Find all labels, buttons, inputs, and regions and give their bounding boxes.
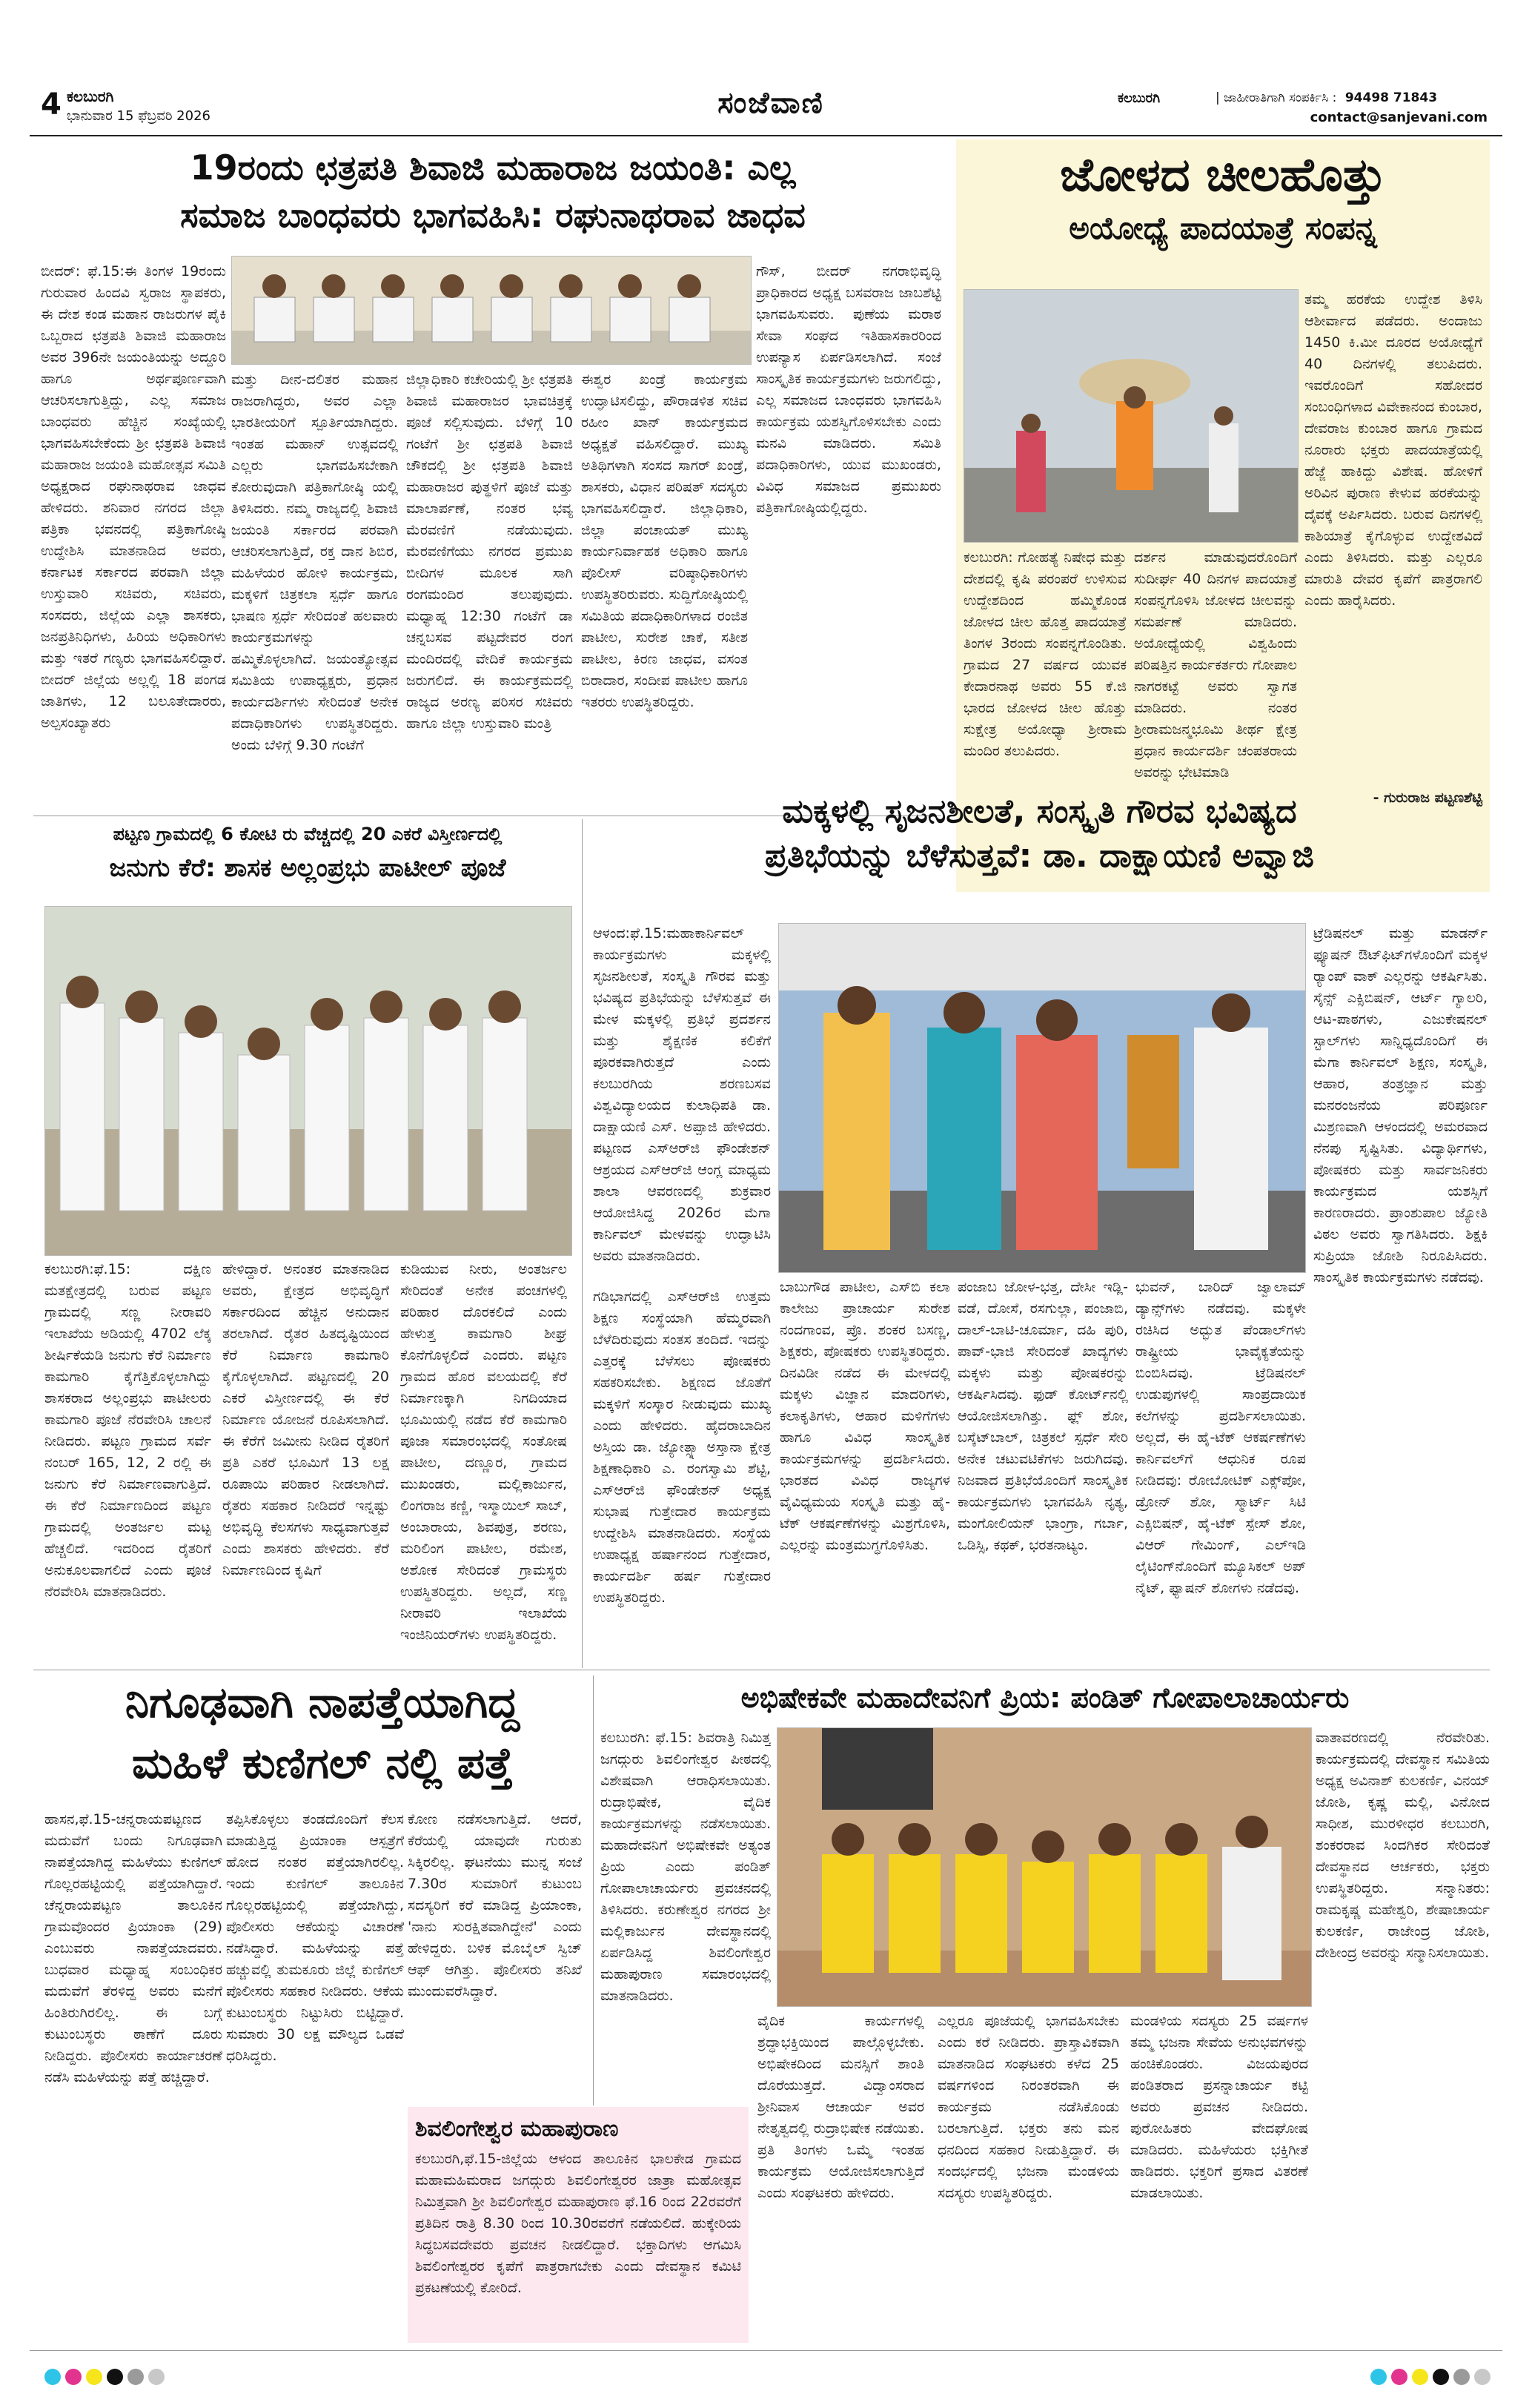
ad-phone: 94498 71843: [1344, 90, 1438, 105]
article2-headline-line2: ಅಯೋಧ್ಯೆ ಪಾದಯಾತ್ರೆ ಸಂಪನ್ನ: [1069, 210, 1377, 246]
article5-headline: [41, 1672, 604, 1793]
article1-col2: ಮತ್ತು ದೀನ-ದಲಿತರ ಮಹಾನ ರಾಜರಾಗಿದ್ದರು, ಅವರ ಎಲ್ಲಾ ಭಾರತೀಯರಿಗೆ ಸ್ಪೂರ್ತಿಯಾಗಿದ್ದರು. ಇಂತಹ ಮಹಾನ್ ಉತ್ಸವದಲ್ಲಿ ಎಲ್ಲರು ಭಾಗವಹಿಸಬೇಕಾಗಿ ಕೋರುವುದಾಗಿ ಪತ್ರಿಕಾಗೋಷ್ಠಿ ಯಲ್ಲಿ ತಿಳಿಸಿದರು. ನಮ್ಮ ರಾಜ್ಯದಲ್ಲಿ ಶಿವಾಜಿ ಜಯಂತಿ ಸರ್ಕಾರದ ಪರವಾಗಿ ಆಚರಿಸಲಾಗುತ್ತಿದೆ, ರಕ್ತ ದಾನ ಶಿಬಿರ, ಮಹಿಳೆಯರ ಹೋಳಿ ಕಾರ್ಯಕ್ರಮ, ಮಕ್ಕಳಿಗೆ ಚಿತ್ರಕಲಾ ಸ್ಪರ್ಧೆ ಹಾಗೂ ಭಾಷಣ ಸ್ಪರ್ಧೆ ಸೇರಿದಂತೆ ಹಲವಾರು ಕಾರ್ಯಕ್ರಮಗಳನ್ನು ಹಮ್ಮಿಕೊಳ್ಳಲಾಗಿದೆ. ಜಯಂತ್ಯೋತ್ಸವ ಸಮಿತಿಯ ಉಪಾಧ್ಯಕ್ಷರು, ಪ್ರಧಾನ ಕಾರ್ಯದರ್ಶಿಗಳು ಸೇರಿದಂತೆ ಅನೇಕ ಪದಾಧಿಕಾರಿಗಳು ಉಪಸ್ಥಿತರಿದ್ದರು. ಅಂದು ಬೆಳಿಗ್ಗೆ 9.30 ಗಂಟೆಗೆ: [231, 371, 398, 753]
article3-col1: ಕಲಬುರಗಿ:ಫೆ.15: ದಕ್ಷಿಣ ಮತಕ್ಷೇತ್ರದಲ್ಲಿ ಬರುವ ಪಟ್ಟಣ ಗ್ರಾಮದಲ್ಲಿ ಸಣ್ಣ ನೀರಾವರಿ ಇಲಾಖೆಯ ಅಡಿಯಲ್ಲಿ 4702 ಲೆಕ್ಕ ಶೀರ್ಷಿಕೆಯಡಿ ಜನುಗು ಕೆರೆ ನಿರ್ಮಾಣ ಕಾಮಗಾರಿ ಕೈಗೆತ್ತಿಕೊಳ್ಳಲಾಗಿದ್ದು ಶಾಸಕರಾದ ಅಲ್ಲಂಪ್ರಭು ಪಾಟೀಲರು ಕಾಮಗಾರಿ ಪೂಜೆ ನೆರವೇರಿಸಿ ಚಾಲನೆ ನೀಡಿದರು. ಪಟ್ಟಣ ಗ್ರಾಮದ ಸರ್ವೆ ನಂಬರ್ 165, 12, 2 ರಲ್ಲಿ ಈ ಜನುಗು ಕೆರೆ ನಿರ್ಮಾಣವಾಗುತ್ತಿದೆ. ಈ ಕೆರೆ ನಿರ್ಮಾಣದಿಂದ ಪಟ್ಟಣ ಗ್ರಾಮದಲ್ಲಿ ಅಂತರ್ಜಲ ಮಟ್ಟ ಹೆಚ್ಚಲಿದೆ. ಇದರಿಂದ ರೈತರಿಗೆ ಅನುಕೂಲವಾಗಲಿದೆ ಎಂದು ಪೂಜೆ ನೆರವೇರಿಸಿ ಮಾತನಾಡಿದರು.: [44, 1261, 211, 1600]
article4-headline: [589, 790, 1490, 879]
registration-dot: [1433, 2369, 1449, 2385]
article3-col3: ಕುಡಿಯುವ ನೀರು, ಅಂತರ್ಜಲ ಸೇರಿದಂತೆ ಅನೇಕ ಪಂಚಗಳಲ್ಲಿ ಪರಿಹಾರ ದೊರಕಲಿದೆ ಎಂದು ಹೇಳುತ್ತ ಕಾಮಗಾರಿ ಶೀಘ್ರ ಕೊನೆಗೊಳ್ಳಲಿದೆ ಎಂದರು. ಪಟ್ಟಣ ಗ್ರಾಮದ ಹೊರ ವಲಯದಲ್ಲಿ ಕೆರೆ ನಿರ್ಮಾಣಕ್ಕಾಗಿ ನಿಗದಿಯಾದ ಭೂಮಿಯಲ್ಲಿ ನಡೆದ ಕೆರೆ ಕಾಮಗಾರಿ ಪೂಜಾ ಸಮಾರಂಭದಲ್ಲಿ ಸಂತೋಷ ಪಾಟೀಲ, ದಣ್ಣೂರ, ಗ್ರಾಮದ ಮುಖಂಡರು, ಮಲ್ಲಿಕಾರ್ಜುನ, ಲಿಂಗರಾಜ ಕಣ್ಣಿ, ಇಸ್ಮಾಯಿಲ್ ಸಾಬ್, ಅಂಬಾರಾಯ, ಶಿವಪುತ್ರ, ಶರಣು, ಮರಿಲಿಂಗ ಪಾಟೀಲ, ರಮೇಶ, ಅಶೋಕ ಸೇರಿದಂತೆ ಗ್ರಾಮಸ್ಥರು ಉಪಸ್ಥಿತರಿದ್ದರು. ಅಲ್ಲದೆ, ಸಣ್ಣ ನೀರಾವರಿ ಇಲಾಖೆಯ ಇಂಜಿನಿಯರ್‌ಗಳು ಉಪಸ್ಥಿತರಿದ್ದರು.: [400, 1261, 567, 1643]
article1-headline-line2: ಸಮಾಜ ಬಾಂಧವರು ಭಾಗವಹಿಸಿ: ರಘುನಾಥರಾವ ಜಾಧವ: [180, 195, 806, 235]
masthead-brand: [652, 86, 889, 130]
article5-col3: ಕೋಣ ನಡೆಸಲಾಗುತ್ತಿದೆ. ಆದರೆ, ಕೆರೆಯಲ್ಲಿ ಯಾವುದೇ ಗುರುತು ಸಿಕ್ಕಿರಲಿಲ್ಲ. ಘಟನೆಯು ಮುನ್ನ ಸಂಜೆ 7.30ರ ಸುಮಾರಿಗೆ ಕುಟುಂಬ ಸದಸ್ಯರಿಗೆ ಕರೆ ಮಾಡಿದ್ದ ಪ್ರಿಯಾಂಕಾ, 'ನಾನು ಸುರಕ್ಷಿತವಾಗಿದ್ದೇನೆ' ಎಂದು ಹೇಳಿದ್ದರು. ಬಳಿಕ ಮೊಬೈಲ್ ಸ್ವಿಚ್ ಆಫ್ ಆಗಿತ್ತು. ಪೊಲೀಸರು ತನಿಖೆ ಮುಂದುವರೆಸಿದ್ದಾರೆ.: [408, 1811, 582, 2000]
registration-dot: [86, 2369, 102, 2385]
article2-photo: [964, 289, 1299, 543]
masthead-date: ಭಾನುವಾರ 15 ಫೆಬ್ರವರಿ 2026: [67, 108, 210, 124]
registration-dot: [107, 2369, 123, 2385]
registration-dot: [1474, 2369, 1490, 2385]
article5-headline-line1: ನಿಗೂಢವಾಗಿ ನಾಪತ್ತೆಯಾಗಿದ್ದ: [125, 1677, 520, 1727]
masthead-right-city: ಕಲಬುರಗಿ: [1118, 90, 1161, 106]
registration-dot: [127, 2369, 144, 2385]
brand-logo-text: ಸಂಜೆವಾಣಿ: [717, 86, 824, 120]
article6-col4: ಮಂಡಳಿಯ ಸದಸ್ಯರು 25 ವರ್ಷಗಳ ತಮ್ಮ ಭಜನಾ ಸೇವೆಯ ಅನುಭವಗಳನ್ನು ಹಂಚಿಕೊಂಡರು. ವಿಜಯಪುರದ ಪಂಡಿತರಾದ ಪ್ರಸನ್ನಾಚಾರ್ಯ ಕಟ್ಟಿ ಅವರು ಪ್ರವಚನ ನೀಡಿದರು. ಪುರೋಹಿತರು ವೇದಘೋಷ ಮಾಡಿದರು. ಮಹಿಳೆಯರು ಭಕ್ತಿಗೀತೆ ಹಾಡಿದರು. ಭಕ್ತರಿಗೆ ಪ್ರಸಾದ ವಿತರಣೆ ಮಾಡಲಾಯಿತು.: [1130, 2013, 1308, 2201]
article5-col1: ಹಾಸನ,ಫೆ.15-ಚನ್ನರಾಯಪಟ್ಟಣದ ಮದುವೆಗೆ ಬಂದು ನಿಗೂಢವಾಗಿ ನಾಪತ್ತೆಯಾಗಿದ್ದ ಮಹಿಳೆಯು ಕುಣಿಗಲ್ ಗೊಲ್ಲರಹಟ್ಟಿಯಲ್ಲಿ ಪತ್ತೆಯಾಗಿದ್ದಾರೆ. ಚೆನ್ನರಾಯಪಟ್ಟಣ ತಾಲೂಕಿನ ಗ್ರಾಮವೊಂದರ ಪ್ರಿಯಾಂಕಾ (29) ಎಂಬುವರು ನಾಪತ್ತೆಯಾದವರು. ಬುಧವಾರ ಮಧ್ಯಾಹ್ನ ಸಂಬಂಧಿಕರ ಮದುವೆಗೆ ತೆರಳಿದ್ದ ಅವರು ಮನೆಗೆ ಹಿಂತಿರುಗಿರಲಿಲ್ಲ. ಈ ಬಗ್ಗೆ ಕುಟುಂಬಸ್ಥರು ಠಾಣೆಗೆ ದೂರು ನೀಡಿದ್ದರು. ಪೊಲೀಸರು ಕಾರ್ಯಾಚರಣೆ ನಡೆಸಿ ಮಹಿಳೆಯನ್ನು ಪತ್ತೆ ಹಚ್ಚಿದ್ದಾರೆ.: [44, 1811, 222, 2086]
article2-headline-line1: ಜೋಳದ ಚೀಲಹೊತ್ತು: [1060, 148, 1386, 202]
article4-col5: ಟ್ರೆಡಿಷನಲ್ ಮತ್ತು ಮಾಡರ್ನ್ ಫ್ಯೂಷನ್ ಔಟ್‌ಫಿಟ್‌ಗಳೊಂದಿಗೆ ಮಕ್ಕಳ ರ‍್ಯಾಂಪ್ ವಾಕ್ ಎಲ್ಲರನ್ನು ಆಕರ್ಷಿಸಿತು. ಸೈನ್ಸ್ ಎಕ್ಸಿಬಿಷನ್, ಆರ್ಟ್ ಗ್ಯಾಲರಿ, ಆಟ-ಪಾಠಗಳು, ಎಜುಕೇಷನಲ್ ಸ್ಟಾಲ್‌ಗಳು ಸಾನ್ನಿಧ್ಯದೊಂದಿಗೆ ಈ ಮೆಗಾ ಕಾರ್ನಿವಲ್ ಶಿಕ್ಷಣ, ಸಂಸ್ಕೃತಿ, ಆಹಾರ, ತಂತ್ರಜ್ಞಾನ ಮತ್ತು ಮನರಂಜನೆಯ ಪರಿಪೂರ್ಣ ಮಿಶ್ರಣವಾಗಿ ಆಳಂದದಲ್ಲಿ ಅಮರವಾದ ನೆನಪು ಸೃಷ್ಟಿಸಿತು. ವಿದ್ಯಾರ್ಥಿಗಳು, ಪೋಷಕರು ಮತ್ತು ಸಾರ್ವಜನಿಕರು ಕಾರ್ಯಕ್ರಮದ ಯಶಸ್ಸಿಗೆ ಕಾರಣರಾದರು. ಪ್ರಾಂಶುಪಾಲ ಜ್ಯೋತಿ ವಿಠಲ ಅವರು ಸ್ವಾಗತಿಸಿದರು. ಶಿಕ್ಷಕಿ ಸುಪ್ರಿಯಾ ಜೋಶಿ ನಿರೂಪಿಸಿದರು. ಸಾಂಸ್ಕೃತಿಕ ಕಾರ್ಯಕ್ರಮಗಳು ನಡೆದವು.: [1313, 925, 1488, 1286]
article4-col1: ಗಡಿಭಾಗದಲ್ಲಿ ಎಸ್‌ಆರ್‌ಜಿ ಉತ್ತಮ ಶಿಕ್ಷಣ ಸಂಸ್ಥೆಯಾಗಿ ಹೆಮ್ಮರವಾಗಿ ಬೆಳೆದಿರುವುದು ಸಂತಸ ತಂದಿದೆ. ಇದನ್ನು ಎತ್ತರಕ್ಕೆ ಬೆಳೆಸಲು ಪೋಷಕರು ಸಹಕರಿಸಬೇಕು. ಶಿಕ್ಷಣದ ಜೊತೆಗೆ ಮಕ್ಕಳಿಗೆ ಸಂಸ್ಕಾರ ನೀಡುವುದು ಮುಖ್ಯ ಎಂದು ಹೇಳಿದರು. ಹೈದರಾಬಾದಿನ ಅಸ್ತಿಯ ಡಾ. ಜ್ಯೋತ್ಸ್ನಾ ಅಸ್ತಾನಾ ಕ್ಷೇತ್ರ ಶಿಕ್ಷಣಾಧಿಕಾರಿ ಎ. ರಂಗಸ್ವಾಮಿ ಶೆಟ್ಟಿ, ಎಸ್‌ಆರ್‌ಜಿ ಫೌಂಡೇಶನ್ ಅಧ್ಯಕ್ಷ ಸುಭಾಷ ಗುತ್ತೇದಾರ ಕಾರ್ಯಕ್ರಮ ಉದ್ದೇಶಿಸಿ ಮಾತನಾಡಿದರು. ಸಂಸ್ಥೆಯ ಉಪಾಧ್ಯಕ್ಷ ಹರ್ಷಾನಂದ ಗುತ್ತೇದಾರ, ಕಾರ್ಯದರ್ಶಿ ಹರ್ಷ ಗುತ್ತೇದಾರ ಉಪಸ್ಥಿತರಿದ್ದರು.: [593, 1289, 771, 1606]
article3-col2: ಹೇಳಿದ್ದಾರೆ. ಅನಂತರ ಮಾತನಾಡಿದ ಅವರು, ಕ್ಷೇತ್ರದ ಅಭಿವೃದ್ಧಿಗೆ ಸರ್ಕಾರದಿಂದ ಹೆಚ್ಚಿನ ಅನುದಾನ ತರಲಾಗಿದೆ. ರೈತರ ಹಿತದೃಷ್ಟಿಯಿಂದ ಕೆರೆ ನಿರ್ಮಾಣ ಕಾಮಗಾರಿ ಕೈಗೊಳ್ಳಲಾಗಿದೆ. ಪಟ್ಟಣದಲ್ಲಿ 20 ಎಕರೆ ವಿಸ್ತೀರ್ಣದಲ್ಲಿ ಈ ಕೆರೆ ನಿರ್ಮಾಣ ಯೋಜನೆ ರೂಪಿಸಲಾಗಿದೆ. ಈ ಕೆರೆಗೆ ಜಮೀನು ನೀಡಿದ ರೈತರಿಗೆ ಪ್ರತಿ ಎಕರೆ ಭೂಮಿಗೆ 13 ಲಕ್ಷ ರೂಪಾಯಿ ಪರಿಹಾರ ನೀಡಲಾಗಿದೆ. ರೈತರು ಸಹಕಾರ ನೀಡಿದರೆ ಇನ್ನಷ್ಟು ಅಭಿವೃದ್ಧಿ ಕೆಲಸಗಳು ಸಾಧ್ಯವಾಗುತ್ತವೆ ಎಂದು ಶಾಸಕರು ಹೇಳಿದರು. ಕೆರೆ ನಿರ್ಮಾಣದಿಂದ ಕೃಷಿಗೆ: [222, 1261, 389, 1578]
registration-marks-left: [44, 2369, 169, 2388]
carnival-inauguration-image: [779, 924, 1305, 1272]
column-divider-2: [593, 1676, 594, 2106]
felicitation-image: [777, 1728, 1311, 2006]
masthead-rule: [30, 135, 1502, 136]
article3-headline: [41, 819, 574, 887]
article4-col4: ಭುವನ್, ಬಾರಿದ್ ಜ್ವಾಲಾಮ್ ಡ್ಯಾನ್ಸ್‌ಗಳು ನಡೆದವು. ಮಕ್ಕಳೇ ರಚಿಸಿದ ಅದ್ಭುತ ಪೆಂಡಾಲ್‌ಗಳು ರಾಷ್ಟ್ರೀಯ ಭಾವೈಕ್ಯತೆಯನ್ನು ಬಿಂಬಿಸಿದವು. ಟ್ರೆಡಿಷನಲ್ ಉಡುಪುಗಳಲ್ಲಿ ಸಾಂಪ್ರದಾಯಿಕ ಕಲೆಗಳನ್ನು ಪ್ರದರ್ಶಿಸಲಾಯಿತು. ಅಲ್ಲದೆ, ಈ ಹೈ-ಟೆಕ್ ಆಕರ್ಷಣೆಗಳು ಕಾರ್ನಿವಲ್‌ಗೆ ಆಧುನಿಕ ರೂಪ ನೀಡಿದವು: ರೋಬೋಟಿಕ್ ಎಕ್ಸ್‌ಪೋ, ಡ್ರೋನ್ ಶೋ, ಸ್ಮಾರ್ಟ್ ಸಿಟಿ ಎಕ್ಸಿಬಿಷನ್, ಹೈ-ಟೆಕ್ ಸ್ಪೇಸ್ ಶೋ, ವಿಆರ್ ಗೇಮಿಂಗ್, ಎಲ್‌ಇಡಿ ಲೈಟಿಂಗ್‌ನೊಂದಿಗೆ ಮ್ಯೂಸಿಕಲ್ ಅಪ್ ನೈಟ್, ಫ್ಯಾಷನ್ ಶೋಗಳು ನಡೆದವು.: [1135, 1279, 1306, 1596]
article1-photo: [231, 256, 752, 365]
registration-dot: [1412, 2369, 1428, 2385]
article6-col1: ಕಲಬುರಗಿ: ಫೆ.15: ಶಿವರಾತ್ರಿ ನಿಮಿತ್ತ ಜಗದ್ಗುರು ಶಿವಲಿಂಗೇಶ್ವರ ಪೀಠದಲ್ಲಿ ವಿಶೇಷವಾಗಿ ಆರಾಧಿಸಲಾಯಿತು. ರುದ್ರಾಭಿಷೇಕ, ವೈದಿಕ ಕಾರ್ಯಕ್ರಮಗಳನ್ನು ನಡೆಸಲಾಯಿತು. ಮಹಾದೇವನಿಗೆ ಅಭಿಷೇಕವೇ ಅತ್ಯಂತ ಪ್ರಿಯ ಎಂದು ಪಂಡಿತ್ ಗೋಪಾಲಾಚಾರ್ಯರು ಪ್ರವಚನದಲ್ಲಿ ತಿಳಿಸಿದರು. ಕರುಣೇಶ್ವರ ನಗರದ ಶ್ರೀ ಮಲ್ಲಿಕಾರ್ಜುನ ದೇವಸ್ಥಾನದಲ್ಲಿ ಏರ್ಪಡಿಸಿದ್ದ ಶಿವಲಿಂಗೇಶ್ವರ ಮಹಾಪುರಾಣ ಸಮಾರಂಭದಲ್ಲಿ ಮಾತನಾಡಿದರು.: [600, 1730, 771, 2004]
article1-col4: ಈಶ್ವರ ಖಂಡ್ರೆ ಕಾರ್ಯಕ್ರಮ ಉದ್ಘಾಟಿಸಲಿದ್ದು, ಪೌರಾಡಳಿತ ಸಚಿವ ರಹೀಂ ಖಾನ್ ಕಾರ್ಯಕ್ರಮದ ಅಧ್ಯಕ್ಷತೆ ವಹಿಸಲಿದ್ದಾರೆ. ಮುಖ್ಯ ಅತಿಥಿಗಳಾಗಿ ಸಂಸದ ಸಾಗರ್ ಖಂಡ್ರೆ, ಶಾಸಕರು, ವಿಧಾನ ಪರಿಷತ್ ಸದಸ್ಯರು ಭಾಗವಹಿಸಲಿದ್ದಾರೆ. ಜಿಲ್ಲಾಧಿಕಾರಿ, ಜಿಲ್ಲಾ ಪಂಚಾಯತ್ ಮುಖ್ಯ ಕಾರ್ಯನಿರ್ವಾಹಕ ಅಧಿಕಾರಿ ಹಾಗೂ ಪೊಲೀಸ್ ವರಿಷ್ಠಾಧಿಕಾರಿಗಳು ಉಪಸ್ಥಿತರಿರುವರು. ಸುದ್ದಿಗೋಷ್ಠಿಯಲ್ಲಿ ಸಮಿತಿಯ ಪದಾಧಿಕಾರಿಗಳಾದ ರಂಜಿತ ಪಾಟೀಲ, ಸುರೇಶ ಚಾಕೆ, ಸತೀಶ ಪಾಟೀಲ, ಕಿರಣ ಜಾಧವ, ವಸಂತ ಬಿರಾದಾರ, ಸಂದೀಪ ಪಾಟೀಲ ಹಾಗೂ ಇತರರು ಉಪಸ್ಥಿತರಿದ್ದರು.: [581, 371, 748, 710]
mahapurana-text: ಕಲಬುರಗಿ,ಫೆ.15-ಜಿಲ್ಲೆಯ ಆಳಂದ ತಾಲೂಕಿನ ಭಾಲಕೇಡ ಗ್ರಾಮದ ಮಹಾಮಹಿಮರಾದ ಜಗದ್ಗುರು ಶಿವಲಿಂಗೇಶ್ವರರ ಜಾತ್ರಾ ಮಹೋತ್ಸವ ನಿಮಿತ್ತವಾಗಿ ಶ್ರೀ ಶಿವಲಿಂಗೇಶ್ವರ ಮಹಾಪುರಾಣ ಫೆ.16 ರಿಂದ 22ರವರೆಗೆ ಪ್ರತಿದಿನ ರಾತ್ರಿ 8.30 ರಿಂದ 10.30ರವರೆಗೆ ನಡೆಯಲಿದೆ. ಹುಕ್ಕೇರಿಯ ಸಿದ್ಧಬಸವದೇವರು ಪ್ರವಚನ ನೀಡಲಿದ್ದಾರೆ. ಭಕ್ತಾದಿಗಳು ಆಗಮಿಸಿ ಶಿವಲಿಂಗೇಶ್ವರರ ಕೃಪೆಗೆ ಪಾತ್ರರಾಗಬೇಕು ಎಂದು ದೇವಸ್ಥಾನ ಕಮಿಟಿ ಪ್ರಕಟಣೆಯಲ್ಲಿ ಕೋರಿದೆ.: [415, 2151, 741, 2296]
article1-headline: [41, 144, 945, 239]
article6-col2: ವೈದಿಕ ಕಾರ್ಯಗಳಲ್ಲಿ ಶ್ರದ್ಧಾಭಕ್ತಿಯಿಂದ ಪಾಲ್ಗೊಳ್ಳಬೇಕು. ಅಭಿಷೇಕದಿಂದ ಮನಸ್ಸಿಗೆ ಶಾಂತಿ ದೊರೆಯುತ್ತದೆ. ವಿದ್ವಾಂಸರಾದ ಶ್ರೀನಿವಾಸ ಆಚಾರ್ಯ ಅವರ ನೇತೃತ್ವದಲ್ಲಿ ರುದ್ರಾಭಿಷೇಕ ನಡೆಯಿತು. ಪ್ರತಿ ತಿಂಗಳು ಒಮ್ಮೆ ಇಂತಹ ಕಾರ್ಯಕ್ರಮ ಆಯೋಜಿಸಲಾಗುತ್ತಿದೆ ಎಂದು ಸಂಘಟಕರು ಹೇಳಿದರು.: [757, 2013, 924, 2201]
registration-dot: [65, 2369, 82, 2385]
article2-col-right: ತಮ್ಮ ಹರಕೆಯ ಉದ್ದೇಶ ತಿಳಿಸಿ ಆಶೀರ್ವಾದ ಪಡೆದರು. ಅಂದಾಜು 1450 ಕಿ.ಮೀ ದೂರದ ಅಯೋಧ್ಯೆಗೆ 40 ದಿನಗಳಲ್ಲಿ ತಲುಪಿದರು. ಇವರೊಂದಿಗೆ ಸಹೋದರ ಸಂಬಂಧಿಗಳಾದ ವಿವೇಕಾನಂದ ಕುಂಬಾರ, ದೇವರಾಜ ಕುಂಬಾರ ಹಾಗೂ ಗ್ರಾಮದ ನೂರಾರು ಭಕ್ತರು ಪಾದಯಾತ್ರೆಯಲ್ಲಿ ಹೆಜ್ಜೆ ಹಾಕಿದ್ದು ವಿಶೇಷ. ಹೋಳಿಗೆ ಅರಿವಿನ ಪುರಾಣ ಕೇಳುವ ಹರಕೆಯನ್ನು ದೈವಕ್ಕೆ ಅರ್ಪಿಸಿದರು. ಬರುವ ದಿನಗಳಲ್ಲಿ ಕಾಶಿಯಾತ್ರೆ ಕೈಗೊಳ್ಳುವ ಉದ್ದೇಶವಿದೆ ಎಂದು ತಿಳಿಸಿದರು. ಮತ್ತು ಎಲ್ಲರೂ ಮಾರುತಿ ದೇವರ ಕೃಪೆಗೆ ಪಾತ್ರರಾಗಲಿ ಎಂದು ಹಾರೈಸಿದರು.: [1304, 291, 1482, 609]
article2-col-left: ಕಲಬುರಗಿ: ಗೋಹತ್ಯೆ ನಿಷೇಧ ಮತ್ತು ದೇಶದಲ್ಲಿ ಕೃಷಿ ಪರಂಪರೆ ಉಳಿಸುವ ಉದ್ದೇಶದಿಂದ ಹಮ್ಮಿಕೊಂಡ ಜೋಳದ ಚೀಲ ಹೊತ್ತ ಪಾದಯಾತ್ರೆ ತಿಂಗಳ 3ರಂದು ಸಂಪನ್ನಗೊಂಡಿತು. ಗ್ರಾಮದ 27 ವರ್ಷದ ಯುವಕ ಕೇದಾರನಾಥ ಅವರು 55 ಕೆ.ಜಿ ಭಾರದ ಜೋಳದ ಚೀಲ ಹೊತ್ತು ಸುಕ್ಷೇತ್ರ ಅಯೋಧ್ಯಾ ಶ್ರೀರಾಮ ಮಂದಿರ ತಲುಪಿದರು.: [964, 549, 1127, 759]
article4-headline-line1: ಮಕ್ಕಳಲ್ಲಿ ಸೃಜನಶೀಲತೆ, ಸಂಸ್ಕೃತಿ ಗೌರವ ಭವಿಷ್ಯದ: [782, 793, 1297, 830]
article5-headline-line2: ಮಹಿಳೆ ಕುಣಿಗಲ್ ನಲ್ಲಿ ಪತ್ತೆ: [131, 1738, 514, 1788]
registration-marks-right: [1370, 2369, 1495, 2388]
article1-col3: ಜಿಲ್ಲಾಧಿಕಾರಿ ಕಚೇರಿಯಲ್ಲಿ ಶ್ರೀ ಛತ್ರಪತಿ ಶಿವಾಜಿ ಮಹಾರಾಜರ ಭಾವಚಿತ್ರಕ್ಕೆ ಪೂಜೆ ಸಲ್ಲಿಸುವುದು. ಬೆಳಿಗ್ಗೆ 10 ಗಂಟೆಗೆ ಶ್ರೀ ಛತ್ರಪತಿ ಶಿವಾಜಿ ಚೌಕದಲ್ಲಿ ಶ್ರೀ ಛತ್ರಪತಿ ಶಿವಾಜಿ ಮಹಾರಾಜರ ಪುತ್ಥಳಿಗೆ ಪೂಜೆ ಮತ್ತು ಮಾಲಾರ್ಪಣೆ, ನಂತರ ಭವ್ಯ ಮೆರವಣಿಗೆ ನಡೆಯುವುದು. ಮೆರವಣಿಗೆಯು ನಗರದ ಪ್ರಮುಖ ಬೀದಿಗಳ ಮೂಲಕ ಸಾಗಿ ರಂಗಮಂದಿರ ತಲುಪುವುದು. ಮಧ್ಯಾಹ್ನ 12:30 ಗಂಟೆಗೆ ಡಾ ಚನ್ನಬಸವ ಪಟ್ಟದೇವರ ರಂಗ ಮಂದಿರದಲ್ಲಿ ವೇದಿಕೆ ಕಾರ್ಯಕ್ರಮ ಜರುಗಲಿದೆ. ಈ ಕಾರ್ಯಕ್ರಮದಲ್ಲಿ ರಾಜ್ಯದ ಅರಣ್ಯ ಪರಿಸರ ಸಚಿವರು ಹಾಗೂ ಜಿಲ್ಲಾ ಉಸ್ತುವಾರಿ ಮಂತ್ರಿ: [406, 371, 573, 732]
press-meet-image: [232, 257, 751, 364]
registration-dot: [1453, 2369, 1470, 2385]
article6-col5: ವಾತಾವರಣದಲ್ಲಿ ನೆರವೇರಿತು. ಕಾರ್ಯಕ್ರಮದಲ್ಲಿ ದೇವಸ್ಥಾನ ಸಮಿತಿಯ ಅಧ್ಯಕ್ಷ ಅವಿನಾಶ್ ಕುಲಕರ್ಣಿ, ವಿನಯ್ ಜೋಶಿ, ಕೃಷ್ಣ ಮಲ್ಲಿ, ವಿನೋದ ಸಾಧೀಶ, ಮುರಳೀಧರ ಕಲಬುರಗಿ, ಶಂಕರರಾವ ಸಿಂದಗಿಕರ ಸೇರಿದಂತೆ ದೇವಸ್ಥಾನದ ಆರ್ಚಕರು, ಭಕ್ತರು ಉಪಸ್ಥಿತರಿದ್ದರು. ಸನ್ಮಾನಿತರು: ರಾಮಕೃಷ್ಣ ಮಹೇಶ್ವರಿ, ಶೇಷಾಚಾರ್ಯ ಕುಲಕರ್ಣಿ, ರಾಜೇಂದ್ರ ಜೋಶಿ, ದೇಶೀಂದ್ರ ಅವರನ್ನು ಸನ್ಮಾನಿಸಲಾಯಿತು.: [1316, 1730, 1490, 1961]
article3-photo: [44, 906, 572, 1256]
registration-dot: [1370, 2369, 1387, 2385]
ad-label: | ಜಾಹೀರಾತಿಗಾಗಿ ಸಂಪರ್ಕಿಸಿ :: [1216, 90, 1337, 105]
padayatra-image: [964, 290, 1298, 542]
registration-dot: [148, 2369, 165, 2385]
article2-byline: - ಗುರುರಾಜ ಪಟ್ಟಣಶೆಟ್ಟಿ: [1373, 790, 1482, 806]
lake-puja-image: [45, 907, 571, 1255]
article6-headline: ಅಭಿಷೇಕವೇ ಮಹಾದೇವನಿಗೆ ಪ್ರಿಯ: ಪಂಡಿತ್ ಗೋಪಾಲಾಚಾರ್ಯರು: [740, 1681, 1350, 1714]
article3-headline-line1: ಪಟ್ಟಣ ಗ್ರಾಮದಲ್ಲಿ 6 ಕೋಟಿ ರು ವೆಚ್ಚದಲ್ಲಿ 20 ಎಕರೆ ವಿಸ್ತೀರ್ಣದಲ್ಲಿ: [113, 824, 503, 844]
article1-headline-line1: 19ರಂದು ಛತ್ರಪತಿ ಶಿವಾಜಿ ಮಹಾರಾಜ ಜಯಂತಿ: ಎಲ್ಲ: [190, 148, 796, 188]
article5-col2: ತಪ್ಪಿಸಿಕೊಳ್ಳಲು ತಂಡದೊಂದಿಗೆ ಕೆಲಸ ಮಾಡುತ್ತಿದ್ದ ಪ್ರಿಯಾಂಕಾ ಆಸ್ಪತ್ರೆಗೆ ಹೋದ ನಂತರ ಪತ್ತೆಯಾಗಿರಲಿಲ್ಲ. ಇಂದು ಕುಣಿಗಲ್ ತಾಲೂಕಿನ ಗೊಲ್ಲರಹಟ್ಟಿಯಲ್ಲಿ ಪತ್ತೆಯಾಗಿದ್ದು, ಪೊಲೀಸರು ಆಕೆಯನ್ನು ವಿಚಾರಣೆ ನಡೆಸಿದ್ದಾರೆ. ಮಹಿಳೆಯನ್ನು ಪತ್ತೆ ಹಚ್ಚುವಲ್ಲಿ ತುಮಕೂರು ಜಿಲ್ಲೆ ಕುಣಿಗಲ್ ಪೊಲೀಸರು ಸಹಕಾರ ನೀಡಿದರು. ಆಕೆಯ ಕುಟುಂಬಸ್ಥರು ನಿಟ್ಟುಸಿರು ಬಿಟ್ಟಿದ್ದಾರೆ. ಸುಮಾರು 30 ಲಕ್ಷ ಮೌಲ್ಯದ ಒಡವೆ ಧರಿಸಿದ್ದರು.: [226, 1811, 404, 2064]
mahapurana-title: ಶಿವಲಿಂಗೇಶ್ವರ ಮಹಾಪುರಾಣ: [415, 2116, 619, 2142]
page-number: 4: [41, 87, 62, 122]
article1-col5: ಗೌಸ್, ಬೀದರ್ ನಗರಾಭಿವೃದ್ಧಿ ಪ್ರಾಧಿಕಾರದ ಅಧ್ಯಕ್ಷ ಬಸವರಾಜ ಜಾಬಶೆಟ್ಟಿ ಭಾಗವಹಿಸುವರು. ಪುಣೆಯ ಮರಾಠ ಸೇವಾ ಸಂಘದ ಇತಿಹಾಸಕಾರರಿಂದ ಉಪನ್ಯಾಸ ಏರ್ಪಡಿಸಲಾಗಿದೆ. ಸಂಜೆ ಸಾಂಸ್ಕೃತಿಕ ಕಾರ್ಯಕ್ರಮಗಳು ಜರುಗಲಿದ್ದು, ಎಲ್ಲ ಸಮಾಜದ ಬಾಂಧವರು ಭಾಗವಹಿಸಿ ಕಾರ್ಯಕ್ರಮ ಯಶಸ್ವಿಗೊಳಿಸಬೇಕು ಎಂದು ಮನವಿ ಮಾಡಿದರು. ಸಮಿತಿ ಪದಾಧಿಕಾರಿಗಳು, ಯುವ ಮುಖಂಡರು, ವಿವಿಧ ಸಮಾಜದ ಪ್ರಮುಖರು ಪತ್ರಿಕಾಗೋಷ್ಠಿಯಲ್ಲಿದ್ದರು.: [756, 263, 941, 516]
article4-photo: [778, 923, 1306, 1273]
ad-contact-label: [1216, 90, 1437, 105]
masthead-city: ಕಲಬುರಗಿ: [67, 87, 114, 105]
column-divider-1: [582, 819, 583, 1668]
article4-col3: ಪಂಜಾಬ ಜೋಳ-ಭತ್ತ, ದೇಸೀ ಇಡ್ಲಿ-ವಡೆ, ದೋಸೆ, ರಸಗುಲ್ಲಾ, ಪಂಜಾಬಿ, ದಾಲ್-ಬಾಟಿ-ಚೂರ್ಮಾ, ದಹಿ ಪುರಿ, ಪಾವ್-ಭಾಜಿ ಸೇರಿದಂತೆ ಖಾದ್ಯಗಳು ಮಕ್ಕಳು ಮತ್ತು ಪೋಷಕರನ್ನು ಆಕರ್ಷಿಸಿದವು. ಫುಡ್ ಕೋರ್ಟ್‌ನಲ್ಲಿ ಆಯೋಜಿಸಲಾಗಿತ್ತು. ಫ್ಲ್ ಶೋ, ಬಸ್ಕೆಟ್‌ಬಾಲ್, ಚಿತ್ರಕಲೆ ಸ್ಪರ್ಧೆ ಸೇರಿ ಅನೇಕ ಚಟುವಟಿಕೆಗಳು ಜರುಗಿದವು. ನಿಜವಾದ ಪ್ರತಿಭೆಯೊಂದಿಗೆ ಸಾಂಸ್ಕೃತಿಕ ಕಾರ್ಯಕ್ರಮಗಳು ಭಾಗವಹಿಸಿ ನೃತ್ಯ, ಮಂಗೋಲಿಯನ್ ಭಾಂಗ್ರಾ, ಗರ್ಬಾ, ಒಡಿಸ್ಸಿ, ಕಥಕ್, ಭರತನಾಟ್ಯಂ.: [958, 1279, 1128, 1553]
article2-col-mid: ದರ್ಶನ ಮಾಡುವುದರೊಂದಿಗೆ ಸುದೀರ್ಘ 40 ದಿನಗಳ ಪಾದಯಾತ್ರೆ ಸಂಪನ್ನಗೊಳಿಸಿ ಜೋಳದ ಚೀಲವನ್ನು ಸಮರ್ಪಣೆ ಮಾಡಿದರು. ಅಯೋಧ್ಯೆಯಲ್ಲಿ ವಿಶ್ವಹಿಂದು ಪರಿಷತ್ತಿನ ಕಾರ್ಯಕರ್ತರು ಗೋಪಾಲ ನಾಗರಕಟ್ಟೆ ಅವರು ಸ್ವಾಗತ ಮಾಡಿದರು. ನಂತರ ಶ್ರೀರಾಮಜನ್ಮಭೂಮಿ ತೀರ್ಥ ಕ್ಷೇತ್ರ ಪ್ರಧಾನ ಕಾರ್ಯದರ್ಶಿ ಚಂಪತರಾಯ ಅವರನ್ನು ಭೇಟಿಮಾಡಿ: [1134, 549, 1297, 781]
article2-headline: [956, 144, 1490, 251]
article6-col3: ಎಲ್ಲರೂ ಪೂಜೆಯಲ್ಲಿ ಭಾಗವಹಿಸಬೇಕು ಎಂದು ಕರೆ ನೀಡಿದರು. ಪ್ರಾಸ್ತಾವಿಕವಾಗಿ ಮಾತನಾಡಿದ ಸಂಘಟಕರು ಕಳೆದ 25 ವರ್ಷಗಳಿಂದ ನಿರಂತರವಾಗಿ ಈ ಕಾರ್ಯಕ್ರಮ ನಡೆಸಿಕೊಂಡು ಬರಲಾಗುತ್ತಿದೆ. ಭಕ್ತರು ತನು ಮನ ಧನದಿಂದ ಸಹಕಾರ ನೀಡುತ್ತಿದ್ದಾರೆ. ಈ ಸಂದರ್ಭದಲ್ಲಿ ಭಜನಾ ಮಂಡಳಿಯ ಸದಸ್ಯರು ಉಪಸ್ಥಿತರಿದ್ದರು.: [938, 2013, 1119, 2201]
registration-dot: [1391, 2369, 1407, 2385]
article4-col-top: ಆಳಂದ:ಫೆ.15:ಮಹಾಕಾರ್ನಿವಲ್ ಕಾರ್ಯಕ್ರಮಗಳು ಮಕ್ಕಳಲ್ಲಿ ಸೃಜನಶೀಲತೆ, ಸಂಸ್ಕೃತಿ ಗೌರವ ಮತ್ತು ಭವಿಷ್ಯದ ಪ್ರತಿಭೆಯನ್ನು ಬೆಳೆಸುತ್ತವೆ ಈ ಮೇಳ ಮಕ್ಕಳಲ್ಲಿ ಪ್ರತಿಭೆ ಪ್ರದರ್ಶನ ಮತ್ತು ಶೈಕ್ಷಣಿಕ ಕಲಿಕೆಗೆ ಪೂರಕವಾಗಿರುತ್ತದೆ ಎಂದು ಕಲಬುರಗಿಯ ಶರಣಬಸವ ವಿಶ್ವವಿದ್ಯಾಲಯದ ಕುಲಾಧಿಪತಿ ಡಾ. ದಾಕ್ಷಾಯಣಿ ಎಸ್. ಅಪ್ಪಾಜಿ ಹೇಳಿದರು. ಪಟ್ಟಣದ ಎಸ್‌ಆರ್‌ಜಿ ಫೌಂಡೇಶನ್ ಆಶ್ರಯದ ಎಸ್‌ಆರ್‌ಜಿ ಆಂಗ್ಲ ಮಾಧ್ಯಮ ಶಾಲಾ ಆವರಣದಲ್ಲಿ ಶುಕ್ರವಾರ ಆಯೋಜಿಸಿದ್ದ 2026ರ ಮೆಗಾ ಕಾರ್ನಿವಲ್ ಮೇಳವನ್ನು ಉದ್ಘಾಟಿಸಿ ಅವರು ಮಾತನಾಡಿದರು.: [593, 925, 771, 1264]
article1-col1: ಬೀದರ್: ಫೆ.15:ಈ ತಿಂಗಳ 19ರಂದು ಗುರುವಾರ ಹಿಂದವಿ ಸ್ವರಾಜ ಸ್ಥಾಪಕರು, ಈ ದೇಶ ಕಂಡ ಮಹಾನ ರಾಜರುಗಳ ಪೈಕಿ ಒಬ್ಬರಾದ ಛತ್ರಪತಿ ಶಿವಾಜಿ ಮಹಾರಾಜ ಅವರ 396ನೇ ಜಯಂತಿಯನ್ನು ಅದ್ದೂರಿ ಹಾಗೂ ಅರ್ಥಪೂರ್ಣವಾಗಿ ಆಚರಿಸಲಾಗುತ್ತಿದ್ದು, ಎಲ್ಲ ಸಮಾಜ ಬಾಂಧವರು ಹೆಚ್ಚಿನ ಸಂಖ್ಯೆಯಲ್ಲಿ ಭಾಗವಹಿಸಬೇಕೆಂದು ಶ್ರೀ ಛತ್ರಪತಿ ಶಿವಾಜಿ ಮಹಾರಾಜ ಜಯಂತಿ ಮಹೋತ್ಸವ ಸಮಿತಿ ಅಧ್ಯಕ್ಷರಾದ ರಘುನಾಥರಾವ ಜಾಧವ ಹೇಳಿದರು. ಶನಿವಾರ ನಗರದ ಜಿಲ್ಲಾ ಪತ್ರಿಕಾ ಭವನದಲ್ಲಿ ಪತ್ರಿಕಾಗೋಷ್ಠಿ ಉದ್ದೇಶಿಸಿ ಮಾತನಾಡಿದ ಅವರು, ಕರ್ನಾಟಕ ಸರ್ಕಾರದ ಪರವಾಗಿ ಜಿಲ್ಲಾ ಉಸ್ತುವಾರಿ ಸಚಿವರು, ಸಚಿವರು, ಸಂಸದರು, ಜಿಲ್ಲೆಯ ಎಲ್ಲಾ ಶಾಸಕರು, ಜನಪ್ರತಿನಿಧಿಗಳು, ಹಿರಿಯ ಅಧಿಕಾರಿಗಳು ಮತ್ತು ಇತರೆ ಗಣ್ಯರು ಭಾಗವಹಿಸಲಿದ್ದಾರೆ. ಬೀದರ್ ಜಿಲ್ಲೆಯ ಅಲ್ಲಲ್ಲಿ 18 ಪಂಗಡ ಜಾತಿಗಳು, 12 ಬಲೂತೇದಾರರು, ಅಲ್ಪಸಂಖ್ಯಾತರು: [41, 263, 226, 731]
article4-headline-line2: ಪ್ರತಿಭೆಯನ್ನು ಬೆಳೆಸುತ್ತವೆ: ಡಾ. ದಾಕ್ಷಾಯಣಿ ಅವ್ವಾಜಿ: [764, 837, 1315, 875]
article6-photo: [777, 1727, 1312, 2007]
article4-col2: ಬಾಬುಗೌಡ ಪಾಟೀಲ, ಎಸ್‌ಬಿ ಕಲಾ ಕಾಲೇಜು ಪ್ರಾಚಾರ್ಯ ಸುರೇಶ ನಂದಗಾಂವ, ಪ್ರೊ. ಶಂಕರ ಬಸಣ್ಣ, ಶಿಕ್ಷಕರು, ಪೋಷಕರು ಉಪಸ್ಥಿತರಿದ್ದರು. ದಿನವಿಡೀ ನಡೆದ ಈ ಮೇಳದಲ್ಲಿ ಮಕ್ಕಳು ವಿಜ್ಞಾನ ಮಾದರಿಗಳು, ಕಲಾಕೃತಿಗಳು, ಆಹಾರ ಮಳಿಗೆಗಳು ಹಾಗೂ ವಿವಿಧ ಸಾಂಸ್ಕೃತಿಕ ಕಾರ್ಯಕ್ರಮಗಳನ್ನು ಪ್ರದರ್ಶಿಸಿದರು. ಭಾರತದ ವಿವಿಧ ರಾಜ್ಯಗಳ ವೈವಿಧ್ಯಮಯ ಸಂಸ್ಕೃತಿ ಮತ್ತು ಹೈ-ಟೆಕ್ ಆಕರ್ಷಣೆಗಳನ್ನು ಮಿಶ್ರಗೊಳಿಸಿ, ಎಲ್ಲರನ್ನು ಮಂತ್ರಮುಗ್ಧಗೊಳಿಸಿತು.: [780, 1279, 950, 1553]
registration-dot: [44, 2369, 61, 2385]
article3-headline-line2: ಜನುಗು ಕೆರೆ: ಶಾಸಕ ಅಲ್ಲಂಪ್ರಭು ಪಾಟೀಲ್ ಪೂಜೆ: [109, 853, 506, 883]
footer-rule: [30, 2350, 1502, 2351]
contact-email: contact@sanjevani.com: [1310, 110, 1488, 125]
